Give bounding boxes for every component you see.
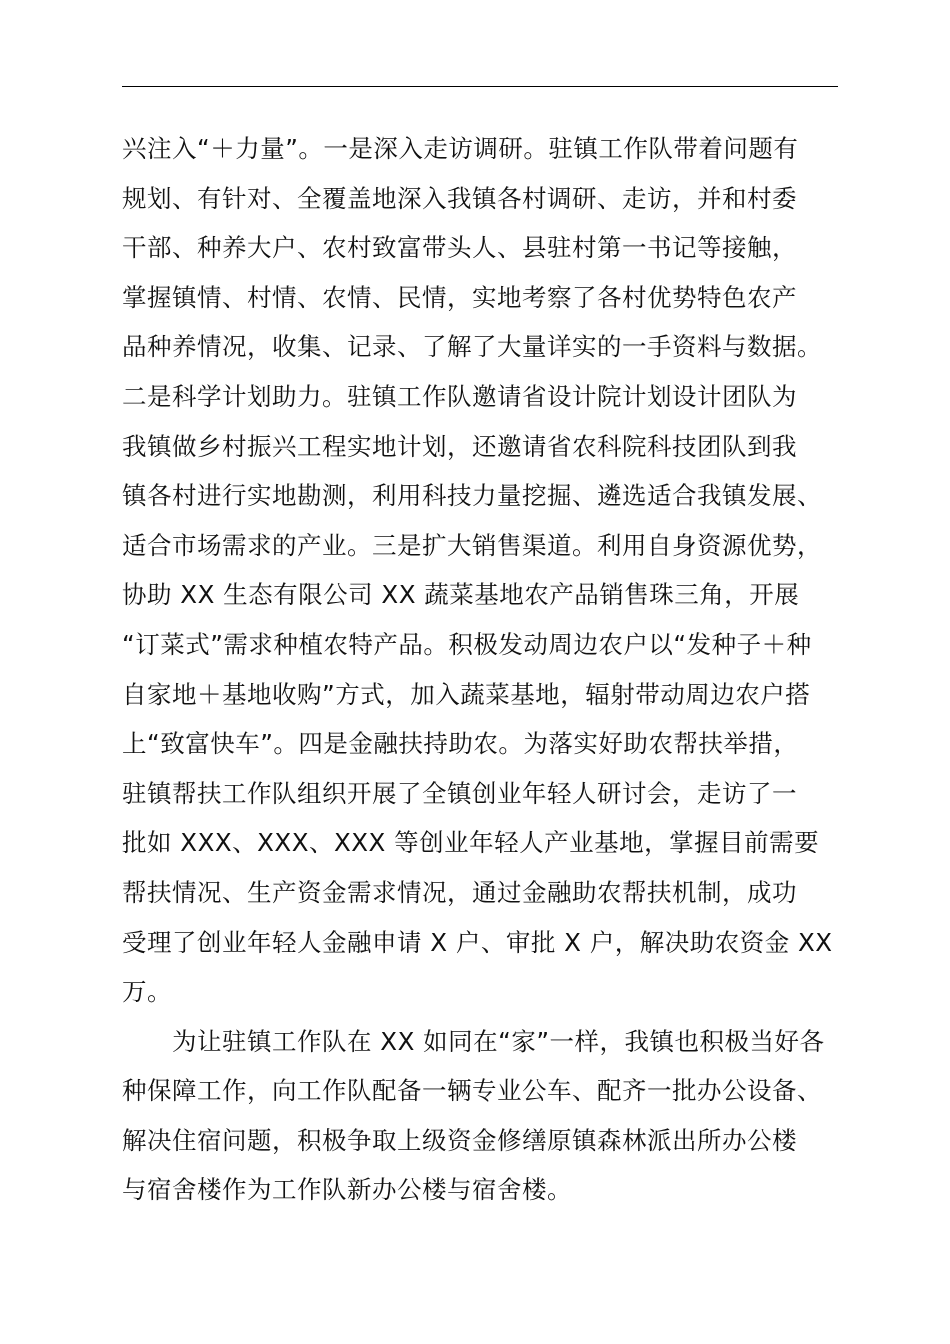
text-line: 自家地＋基地收购”方式，加入蔬菜基地，辐射带动周边农户搭 [122, 679, 811, 709]
text-line: 受理了创业年轻人金融申请 X 户、审批 X 户，解决助农资金 XX [122, 927, 833, 957]
text-line: 协助 XX 生态有限公司 XX 蔬菜基地农产品销售珠三角，开展 [122, 580, 800, 610]
text-line: 与宿舍楼作为工作队新办公楼与宿舍楼。 [122, 1175, 572, 1205]
text-line: 万。 [122, 977, 172, 1007]
text-line: 二是科学计划助力。驻镇工作队邀请省设计院计划设计团队为 [122, 381, 797, 411]
text-line: 种保障工作，向工作队配备一辆专业公车、配齐一批办公设备、 [122, 1076, 822, 1106]
text-line: 驻镇帮扶工作队组织开展了全镇创业年轻人研讨会，走访了一 [122, 778, 797, 808]
text-line: 掌握镇情、村情、农情、民情，实地考察了各村优势特色农产 [122, 282, 797, 312]
text-line: 解决住宿问题，积极争取上级资金修缮原镇森林派出所办公楼 [122, 1125, 797, 1155]
text-line: 批如 XXX、XXX、XXX 等创业年轻人产业基地，掌握目前需要 [122, 828, 820, 858]
paragraph-2 [122, 1017, 842, 1215]
text-line: 干部、种养大户、农村致富带头人、县驻村第一书记等接触， [122, 233, 797, 263]
text-line: 帮扶情况、生产资金需求情况，通过金融助农帮扶机制，成功 [122, 877, 797, 907]
header-rule [122, 86, 838, 87]
text-line: 规划、有针对、全覆盖地深入我镇各村调研、走访，并和村委 [122, 183, 797, 213]
text-line: 品种养情况，收集、记录、了解了大量详实的一手资料与数据。 [122, 332, 822, 362]
text-line: 上“致富快车”。四是金融扶持助农。为落实好助农帮扶举措， [122, 729, 799, 759]
text-line: “订菜式”需求种植农特产品。积极发动周边农户以“发种子＋种 [122, 629, 812, 659]
text-line: 我镇做乡村振兴工程实地计划，还邀请省农科院科技团队到我 [122, 431, 797, 461]
text-line: 为让驻镇工作队在 XX 如同在“家”一样，我镇也积极当好各 [122, 1026, 825, 1056]
paragraph-1 [122, 124, 842, 1017]
document-body [122, 124, 842, 1215]
text-line: 适合市场需求的产业。三是扩大销售渠道。利用自身资源优势， [122, 530, 822, 560]
text-line: 镇各村进行实地勘测，利用科技力量挖掘、遴选适合我镇发展、 [122, 481, 822, 511]
text-line: 兴注入“＋力量”。一是深入走访调研。驻镇工作队带着问题有 [122, 134, 799, 163]
